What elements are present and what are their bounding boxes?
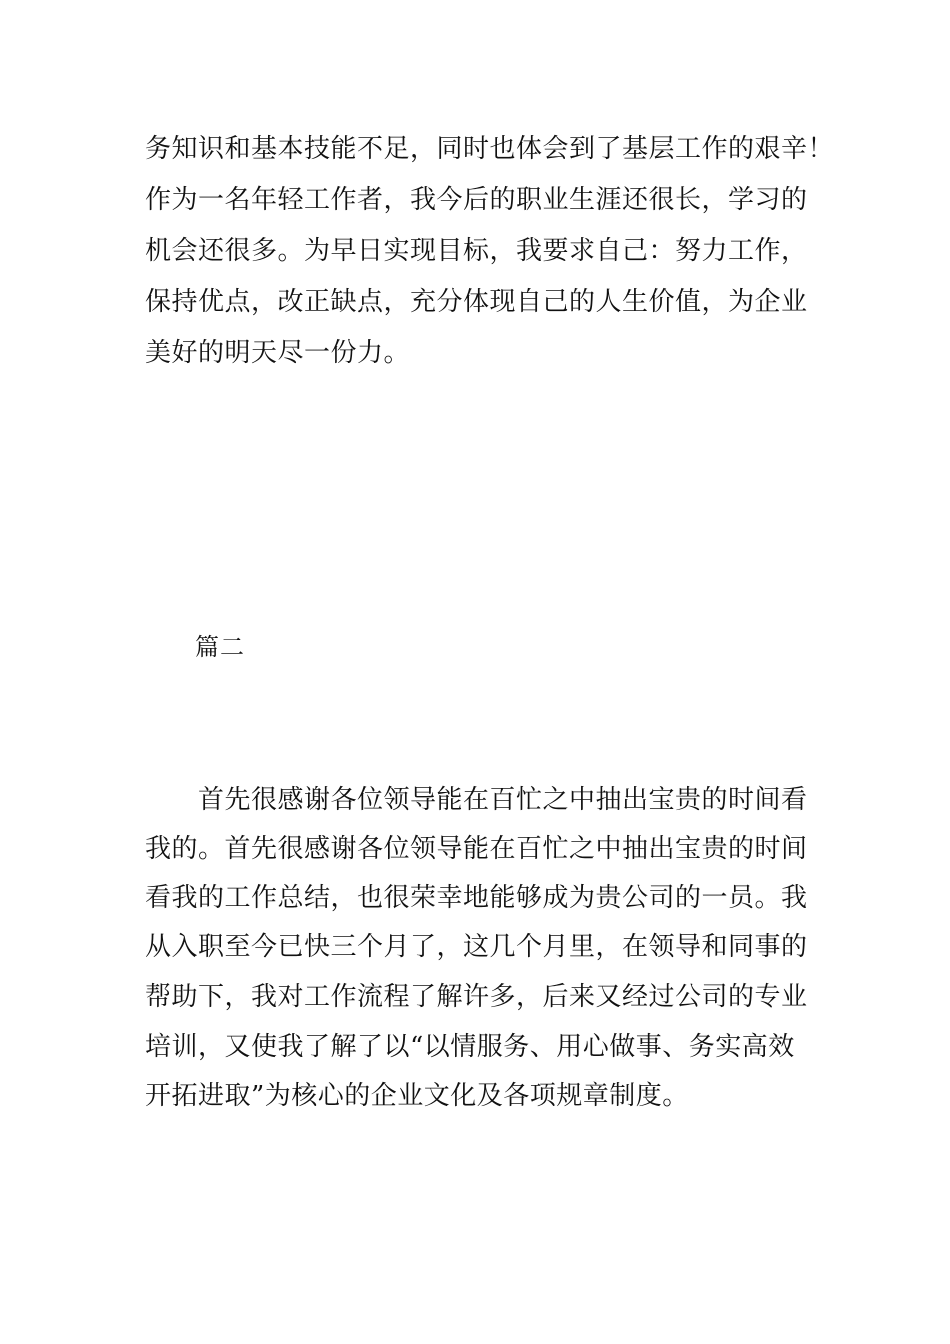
section-heading: 篇二 xyxy=(195,633,245,661)
paragraph-line: 看我的工作总结，也很荣幸地能够成为贵公司的一员。我 xyxy=(145,883,808,913)
paragraph-line: 我的。首先很感谢各位领导能在百忙之中抽出宝贵的时间 xyxy=(145,834,808,864)
paragraph-line: 美好的明天尽一份力。 xyxy=(145,338,411,368)
paragraph-line: 务知识和基本技能不足，同时也体会到了基层工作的艰辛！ xyxy=(145,134,835,164)
paragraph-line: 开拓进取”为核心的企业文化及各项规章制度。 xyxy=(145,1081,689,1111)
paragraph-line: 作为一名年轻工作者，我今后的职业生涯还很长，学习的 xyxy=(145,185,808,215)
paragraph-line: 帮助下，我对工作流程了解许多，后来又经过公司的专业 xyxy=(145,982,808,1012)
paragraph-line: 培训，又使我了解了以“以情服务、用心做事、务实高效 xyxy=(145,1032,795,1062)
paragraph-line: 保持优点，改正缺点，充分体现自己的人生价值，为企业 xyxy=(145,287,808,317)
paragraph-line: 机会还很多。为早日实现目标，我要求自己：努力工作， xyxy=(145,236,808,266)
paragraph-line: 首先很感谢各位领导能在百忙之中抽出宝贵的时间看 xyxy=(145,785,808,815)
paragraph-line: 从入职至今已快三个月了，这几个月里，在领导和同事的 xyxy=(145,932,808,962)
